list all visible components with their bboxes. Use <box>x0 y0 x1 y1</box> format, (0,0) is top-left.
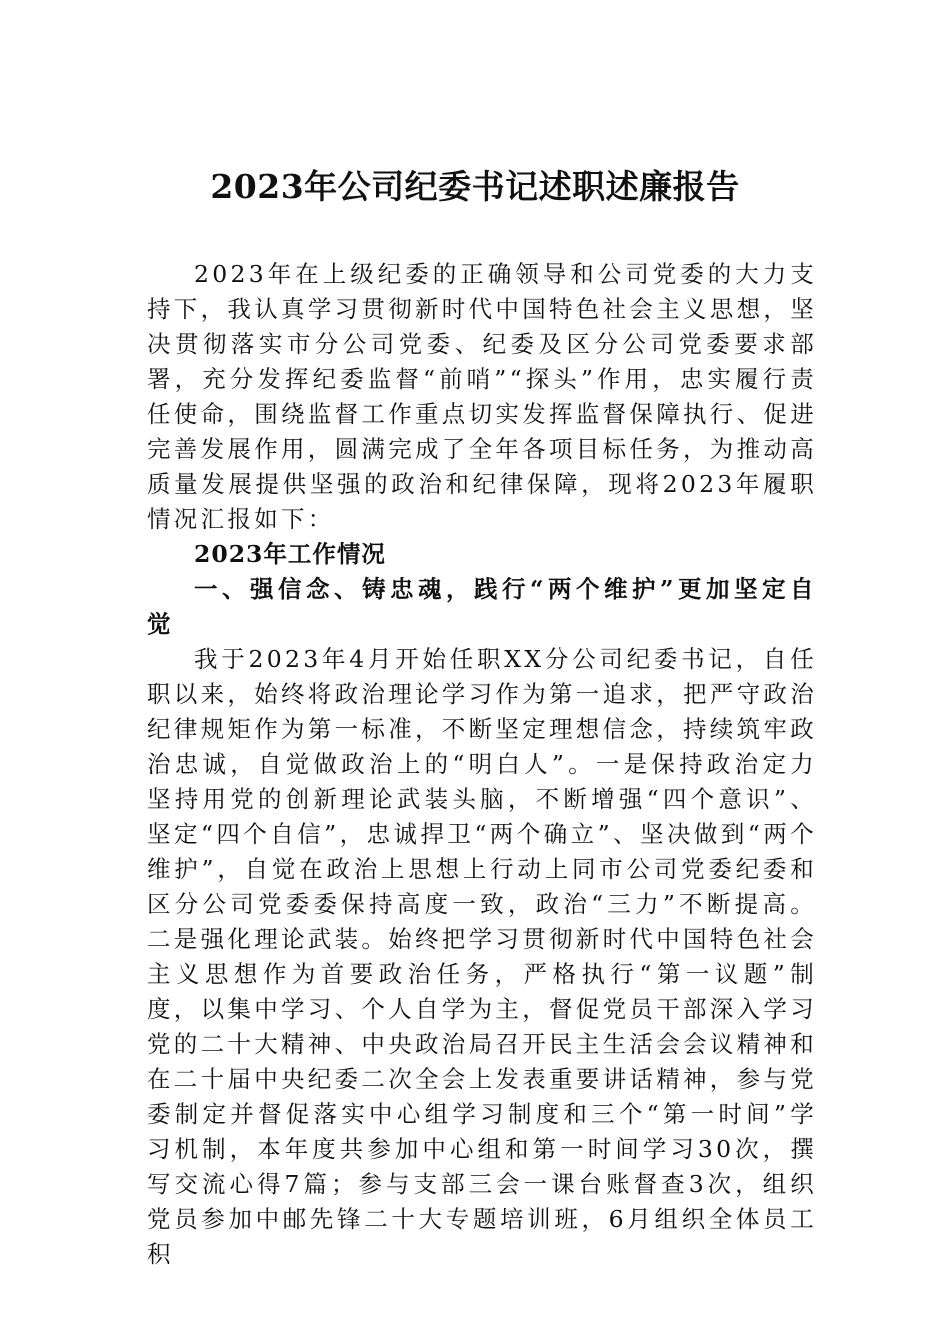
document-title: 2023年公司纪委书记述职述廉报告 <box>210 167 740 206</box>
document-body <box>147 257 817 1272</box>
section-heading: 2023年工作情况 <box>194 540 386 568</box>
body-paragraph: 我于2023年4月开始任职XX分公司纪委书记，自任职以来，始终将政治理论学习作为第一追求，把严守政治纪律规矩作为第一标准，不断坚定理想信念，持续筑牢政治忠诚，自觉做政治上的“明白人”。一是保持政治定力坚持用党的创新理论武装头脑，不断增强“四个意识”、坚定“四个自信”，忠诚捍卫“两个确立”、坚决做到“两个维护”，自觉在政治上思想上行动上同市公司党委纪委和区分公司党委委保持高度一致，政治“三力”不断提高。二是强化理论武装。始终把学习贯彻新时代中国特色社会主义思想作为首要政治任务，严格执行“第一议题”制度，以集中学习、个人自学为主，督促党员干部深入学习党的二十大精神、中央政治局召开民主生活会会议精神和在二十届中央纪委二次全会上发表重要讲话精神，参与党委制定并督促落实中心组学习制度和三个“第一时间”学习机制，本年度共参加中心组和第一时间学习30次，撰写交流心得7篇；参与支部三会一课台账督查3次，组织党员参加中邮先锋二十大专题培训班，6月组织全体员工积 <box>147 645 817 1268</box>
intro-paragraph: 2023年在上级纪委的正确领导和公司党委的大力支持下，我认真学习贯彻新时代中国特色社会主义思想，坚决贯彻落实市分公司党委、纪委及区分公司党委要求部署，充分发挥纪委监督“前哨”“探头”作用，忠实履行责任使命，围绕监督工作重点切实发挥监督保障执行、促进完善发展作用，圆满完成了全年各项目标任务，为推动高质量发展提供坚强的政治和纪律保障，现将2023年履职情况汇报如下： <box>147 260 817 533</box>
subsection-heading: 一、强信念、铸忠魂，践行“两个维护”更加坚定自觉 <box>147 575 817 638</box>
